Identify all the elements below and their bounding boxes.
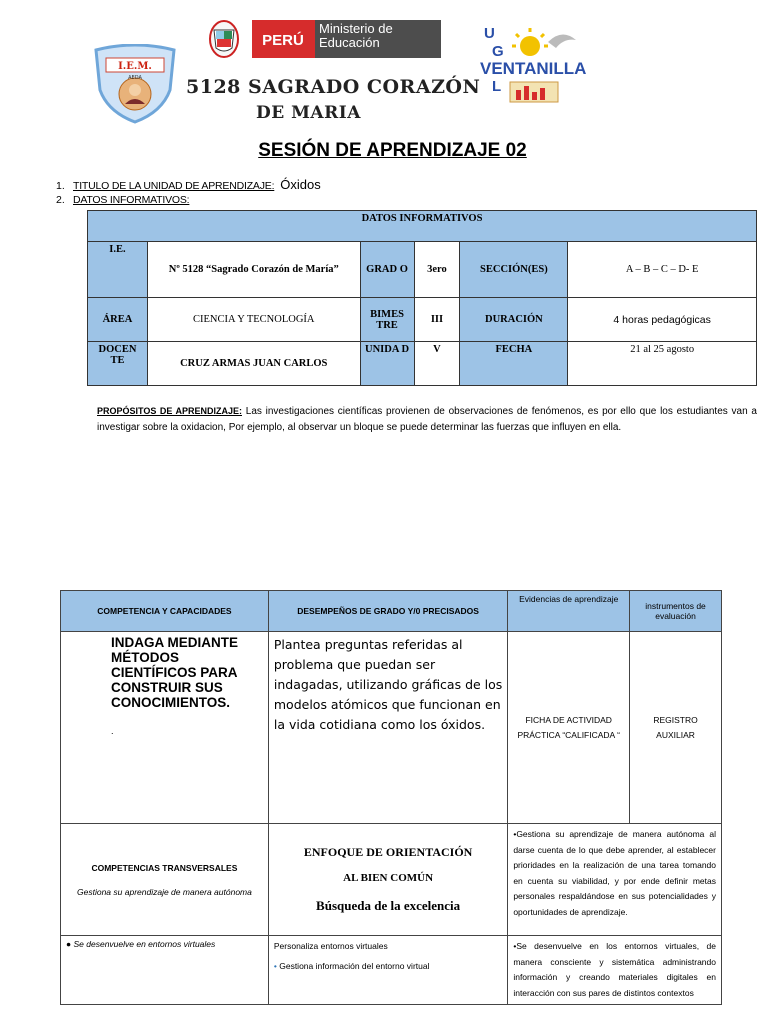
list-label: TITULO DE LA UNIDAD DE APRENDIZAJE: bbox=[73, 180, 275, 192]
bars-icon bbox=[510, 82, 558, 102]
virtual-capacidades-cell bbox=[268, 936, 507, 1005]
table-cell: 4 horas pedagógicas bbox=[568, 298, 757, 342]
enfoque-desc: Gestiona su aprendizaje de manera autónoma al darse cuenta de lo que debe aprender, al establecer prioridades en la realización de una tarea tomando en cuenta su viabilidad, y por ende definir metas personales respaldándose en sus potencialidades y oportunidades de aprendizaje. bbox=[513, 829, 716, 917]
table-cell: GRAD O bbox=[360, 242, 414, 298]
enfoque-line1: ENFOQUE DE ORIENTACIÓN bbox=[303, 845, 473, 859]
enfoque-line3: Búsqueda de la excelencia bbox=[316, 898, 461, 913]
svg-text:G: G bbox=[492, 43, 504, 60]
table-cell: V bbox=[414, 342, 460, 386]
coat-of-arms-icon bbox=[210, 21, 238, 57]
bullet-icon: ● bbox=[66, 939, 72, 949]
virtual-desc: Se desenvuelve en los entornos virtuales, de manera consciente y sistemática administrando información y creando materiales digitales en interacción con sus pares de distintos contextos bbox=[513, 941, 716, 998]
table-cell: A – B – C – D- E bbox=[568, 242, 757, 298]
table-cell: CIENCIA Y TECNOLOGÍA bbox=[147, 298, 360, 342]
table-cell: ÁREA bbox=[88, 298, 148, 342]
enfoque-desc-cell bbox=[508, 824, 722, 936]
table-cell: FECHA bbox=[460, 342, 568, 386]
datos-heading: DATOS INFORMATIVOS bbox=[88, 211, 757, 242]
list-value: Óxidos bbox=[280, 177, 321, 192]
column-header: Evidencias de aprendizaje bbox=[508, 591, 630, 632]
ugel-logo bbox=[478, 24, 603, 108]
transversal-subtitle: Gestiona su aprendizaje de manera autónoma bbox=[77, 886, 252, 897]
table-cell: III bbox=[414, 298, 460, 342]
school-name-line2: DE MARIA bbox=[256, 103, 361, 123]
competencias-table bbox=[60, 590, 722, 1005]
table-cell: UNIDA D bbox=[360, 342, 414, 386]
table-cell: SECCIÓN(ES) bbox=[460, 242, 568, 298]
virtual-desc-cell bbox=[508, 936, 722, 1005]
virtual-cell bbox=[61, 936, 269, 1005]
sun-icon bbox=[512, 28, 548, 56]
school-name bbox=[186, 74, 480, 126]
transversal-title: COMPETENCIAS TRANSVERSALES bbox=[91, 862, 238, 873]
bird-icon bbox=[548, 34, 576, 48]
capacidad-1: Personaliza entornos virtuales bbox=[273, 941, 388, 951]
competencia-title: INDAGA MEDIANTE MÉTODOS CIENTÍFICOS PARA CONSTRUIR SUS CONOCIMIENTOS. bbox=[111, 635, 238, 710]
table-cell: 21 al 25 agosto bbox=[568, 342, 757, 386]
table-cell: BIMES TRE bbox=[360, 298, 414, 342]
column-header: DESEMPEÑOS DE GRADO Y/0 PRECISADOS bbox=[268, 591, 507, 632]
table-cell: CRUZ ARMAS JUAN CARLOS bbox=[147, 342, 360, 386]
list-number: 2. bbox=[56, 194, 65, 206]
proposito-label: PROPÓSITOS DE APRENDIZAJE: bbox=[97, 406, 242, 416]
evidencia-cell: FICHA DE ACTIVIDAD PRÁCTICA “CALIFICADA “ bbox=[508, 632, 630, 824]
school-logo-caption: AEDA bbox=[128, 75, 142, 81]
column-header: instrumentos de evaluación bbox=[630, 591, 722, 632]
school-name-line1: 5128 SAGRADO CORAZÓN bbox=[186, 76, 481, 98]
list-number: 1. bbox=[56, 180, 65, 192]
transversal-cell bbox=[61, 824, 269, 936]
peru-ministry-logo bbox=[205, 18, 441, 60]
list-item bbox=[56, 193, 321, 207]
proposito-paragraph bbox=[97, 403, 757, 436]
enfoque-line2: AL BIEN COMÚN bbox=[343, 872, 434, 884]
ministry-name: Ministerio de Educación bbox=[319, 22, 393, 50]
enfoque-cell bbox=[268, 824, 507, 936]
bullet-icon: • bbox=[513, 829, 517, 839]
instrumento-cell: REGISTRO AUXILIAR bbox=[630, 632, 722, 824]
capacidad-2: Gestiona información del entorno virtual bbox=[279, 961, 430, 971]
svg-text:U: U bbox=[484, 25, 495, 42]
table-cell: I.E. bbox=[88, 242, 148, 298]
desempeno-cell: Plantea preguntas referidas al problema que puedan ser indagadas, utilizando gráficas de los modelos atómicos que funcionan en la vida cotidiana como los óxidos. bbox=[268, 632, 507, 824]
table-cell: DOCEN TE bbox=[88, 342, 148, 386]
bullet-icon: • bbox=[273, 961, 277, 971]
table-cell: DURACIÓN bbox=[460, 298, 568, 342]
school-logo-letters: I.E.M. bbox=[118, 61, 152, 72]
peru-badge: PERÚ bbox=[262, 32, 304, 49]
svg-text:L: L bbox=[492, 78, 502, 95]
school-logo bbox=[92, 44, 178, 124]
list-item bbox=[56, 178, 321, 193]
table-cell: 3ero bbox=[414, 242, 460, 298]
virtual-text: Se desenvuelve en entornos virtuales bbox=[73, 939, 216, 949]
dot-text: . bbox=[111, 726, 114, 736]
bullet-icon: • bbox=[513, 941, 517, 951]
competencia-cell bbox=[61, 632, 269, 824]
table-cell: Nº 5128 “Sagrado Corazón de María” bbox=[147, 242, 360, 298]
ugel-name: VENTANILLA bbox=[480, 59, 587, 78]
list-label: DATOS INFORMATIVOS: bbox=[73, 194, 190, 206]
page-title: SESIÓN DE APRENDIZAJE 02 bbox=[258, 140, 527, 161]
column-header: COMPETENCIA Y CAPACIDADES bbox=[61, 591, 269, 632]
proposito-text: Las investigaciones científicas provienen de observaciones de fenómenos, es por ello que los estudiantes van a investigar sobre la oxidacion, Por ejemplo, al observar un bloque se puede determinar las fuerzas que influyen en ella. bbox=[97, 406, 757, 433]
datos-table bbox=[87, 210, 757, 386]
info-list bbox=[56, 178, 321, 207]
